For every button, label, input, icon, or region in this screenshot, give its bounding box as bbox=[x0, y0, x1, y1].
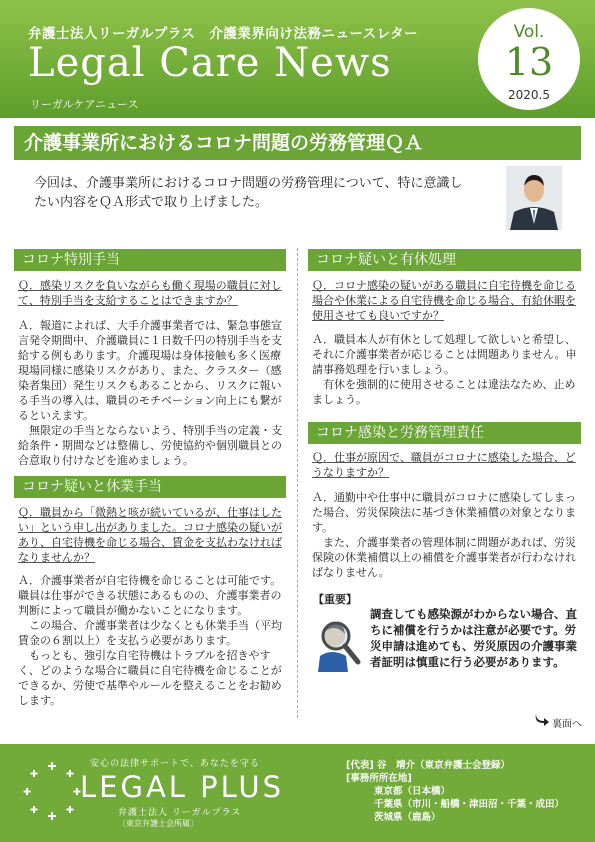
section-heading: コロナ疑いと有休処理 bbox=[308, 249, 581, 271]
important-note: 調査しても感染源がわからない場合、直ちに補償を行うかは注意が必要です。労災申請は進めても、労災原因の介護事業者証明は慎重に行う必要があります。 bbox=[370, 607, 577, 669]
issue-date: 2020.5 bbox=[508, 88, 550, 102]
answer-text bbox=[18, 573, 286, 708]
main-title: 介護事業所におけるコロナ問題の労務管理ＱＡ bbox=[14, 126, 581, 160]
answer-paragraph: もっとも、強引な自宅待機はトラブルを招きやすく、どのような場合に職員に自宅待機を命じることができるか、労使で基準やルールを整えることをお勧めします。 bbox=[18, 649, 282, 707]
important-label: 【重要】 bbox=[313, 593, 357, 606]
answer-text bbox=[312, 332, 582, 407]
section-heading: コロナ疑いと休業手当 bbox=[14, 476, 286, 498]
next-page-link[interactable]: 裏面へ bbox=[552, 719, 582, 730]
footer bbox=[0, 744, 595, 842]
answer-text bbox=[312, 490, 582, 580]
volume-number: 13 bbox=[504, 40, 554, 84]
bar-association: 〔東京弁護士会所属〕 bbox=[118, 819, 198, 828]
answer-paragraph: Ａ．職員本人が有休として処理して欲しいと希望し、それに介護事業者が応じることは問題ありません。申請事務処理を行いましょう。 bbox=[312, 333, 577, 376]
intro-text: 今回は、介護事業所におけるコロナ問題の労務管理について、特に意識したい内容をＱＡ形式で取り上げました。 bbox=[34, 176, 463, 210]
column-divider bbox=[297, 248, 298, 718]
answer-paragraph: 有休を強制的に使用させることは違法なため、止めましょう。 bbox=[312, 378, 576, 406]
section-heading: コロナ特別手当 bbox=[14, 249, 286, 271]
answer-paragraph: この場合、介護事業者は少なくとも休業手当（平均賃金の６割以上）を支払う必要があります。 bbox=[18, 619, 282, 647]
question-text: Ｑ．コロナ感染の疑いがある職員に自宅待機を命じる場合や休業による自宅待機を命じる場合、有給休暇を使用させても良いですか？ bbox=[312, 279, 576, 322]
star-ring-logo-icon bbox=[22, 758, 82, 822]
newsletter-title: Legal Care News bbox=[28, 40, 392, 86]
answer-paragraph: 無限定の手当とならないよう、特別手当の定義・支給条件・期間などは整備し、労使協約や個別職員との合意取り付けなどを進めましょう。 bbox=[18, 424, 282, 467]
newsletter-title-kana: リーガルケアニュース bbox=[30, 98, 139, 111]
answer-paragraph: また、介護事業者の管理体制に問題があれば、労災保険の休業補償以上の補償を介護事業者が行わなければなりません。 bbox=[312, 536, 576, 579]
volume-label: Vol. bbox=[513, 22, 545, 42]
magnifier-person-icon bbox=[312, 606, 364, 672]
offices-label: [事務所所在地] bbox=[346, 773, 412, 784]
volume-badge bbox=[478, 8, 580, 110]
firm-info bbox=[346, 759, 564, 824]
question-text: Ｑ．職員から「微熱と咳が続いているが、仕事はしたい」という申し出がありました。コロナ感染の疑いがあり、自宅待機を命じる場合、賃金を支払わなければなりませんか？ bbox=[18, 506, 282, 564]
firm-name: 弁護士法人 リーガルプラス bbox=[118, 808, 242, 818]
lawyer-portrait bbox=[506, 166, 562, 230]
footer-tagline: 安心の法律サポートで、あなたを守る bbox=[90, 759, 260, 769]
answer-paragraph: Ａ．通勤中や仕事中に職員がコロナに感染してしまった場合、労災保険法に基づき休業補償の対象となります。 bbox=[312, 491, 576, 534]
office-item: 千葉県（市川・船橋・津田沼・千葉・成田） bbox=[374, 799, 565, 810]
answer-text bbox=[18, 318, 286, 468]
newsletter-subtitle: 弁護士法人リーガルプラス 介護業界向け法務ニュースレター bbox=[28, 26, 419, 42]
firm-logo: LEGAL PLUS bbox=[80, 770, 284, 804]
representative: [代表] 谷 靖介（東京弁護士会登録） bbox=[346, 760, 510, 771]
answer-paragraph: Ａ．介護事業者が自宅待機を命じることは可能です。職員は仕事ができる状態にあるものの、介護事業者の判断によって職員が働かないことになります。 bbox=[18, 574, 282, 617]
office-item: 東京都（日本橋） bbox=[374, 786, 451, 797]
section-heading: コロナ感染と労務管理責任 bbox=[308, 422, 581, 444]
answer-paragraph: Ａ．報道によれば、大手介護事業者では、緊急事態宣言発令期間中、介護職員に１日数千円の特別手当を支給する例もあります。介護現場は身体接触も多く医療現場同様に感染リスクがあり、また、クラスター（感染者集団）発生リスクもあることから、リスクに報いる手当の導入は、職員のモチベーション向上にも繋がるといえます。 bbox=[18, 319, 282, 422]
office-item: 茨城県（鹿島） bbox=[374, 812, 441, 823]
question-text: Ｑ．仕事が原因で、職員がコロナに感染した場合、どうなりますか？ bbox=[312, 451, 576, 479]
question-text: Ｑ．感染リスクを負いながらも働く現場の職員に対して、特別手当を支給することはできますか？ bbox=[18, 279, 282, 307]
header bbox=[0, 0, 595, 118]
curved-arrow-icon bbox=[534, 712, 550, 730]
